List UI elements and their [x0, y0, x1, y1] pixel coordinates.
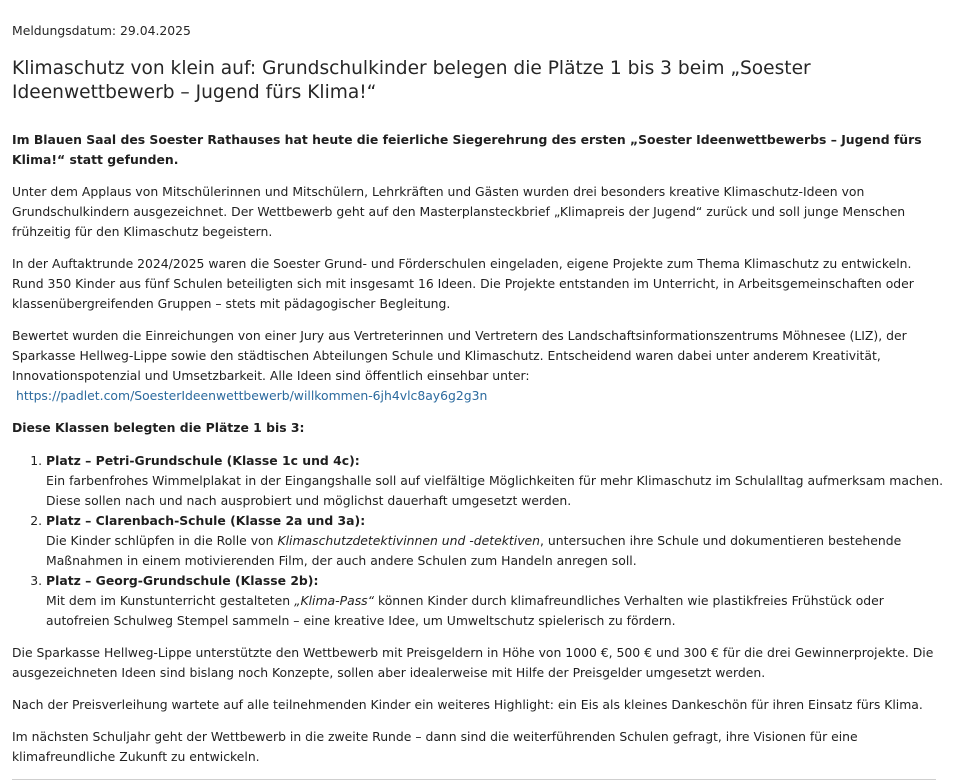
winner-title: Platz – Petri-Grundschule (Klasse 1c und 4c): [46, 453, 360, 468]
desc-text: können Kinder durch klimafreundliches Verhalten wie plastikfreies Frühstück oder autofreien Schulweg Stempel sammeln – eine kreative Idee, um Umweltschutz spielerisch zu fördern. [46, 593, 884, 628]
desc-text: Mit dem im Kunstunterricht gestalteten [46, 593, 295, 608]
desc-text: , untersuchen ihre Schule und dokumentieren bestehende Maßnahmen in einem motivierenden Film, der auch andere Schulen zum Handeln anregen soll. [46, 533, 902, 568]
winner-item-1 [46, 451, 944, 511]
winner-item-3 [46, 571, 944, 631]
winner-description [46, 531, 944, 571]
jury-text: Bewertet wurden die Einreichungen von einer Jury aus Vertreterinnen und Vertretern des Landschaftsinformationszentrums Möhnesee (LIZ), der Sparkasse Hellweg-Lippe sowie den städtischen Abteilungen Schule und Klimaschutz. Entscheidend waren dabei unter anderem Kreativität, Innovationspotenzial und Umsetzbarkeit. Alle Ideen sind öffentlich einsehbar unter: [12, 328, 907, 383]
winner-description [46, 591, 944, 631]
winner-description: Ein farbenfrohes Wimmelplakat in der Eingangshalle soll auf vielfältige Möglichkeiten für mehr Klimaschutz im Schulalltag aufmerksam machen. Diese sollen nach und nach ausprobiert und möglichst dauerhaft umgesetzt werden. [46, 473, 944, 508]
winner-item-2 [46, 511, 944, 571]
winner-title: Platz – Clarenbach-Schule (Klasse 2a und 3a): [46, 513, 366, 528]
winners-heading: Diese Klassen belegten die Plätze 1 bis 3: [12, 420, 305, 435]
report-date: Meldungsdatum: 29.04.2025 [12, 23, 191, 38]
winner-title: Platz – Georg-Grundschule (Klasse 2b): [46, 573, 319, 588]
paragraph-highlight: Nach der Preisverleihung wartete auf alle teilnehmenden Kinder ein weiteres Highlight: ein Eis als kleines Dankeschön für ihren Einsatz fürs Klima. [12, 697, 923, 712]
paragraph-outlook: Im nächsten Schuljahr geht der Wettbewerb in die zweite Runde – dann sind die weiterführenden Schulen gefragt, ihre Visionen für eine klimafreundliche Zukunft zu entwickeln. [12, 729, 858, 764]
article-title: Klimaschutz von klein auf: Grundschulkinder belegen die Plätze 1 bis 3 beim „Soester Ideenwettbewerb – Jugend fürs Klima!“ [12, 58, 811, 103]
paragraph-jury [12, 326, 944, 406]
desc-emphasis: Klimaschutzdetektivinnen und -detektiven [277, 533, 541, 548]
lead-paragraph: Im Blauen Saal des Soester Rathauses hat heute die feierliche Siegerehrung des ersten „Soester Ideenwettbewerbs – Jugend fürs Klima!“ statt gefunden. [12, 132, 922, 167]
paragraph-prize: Die Sparkasse Hellweg-Lippe unterstützte den Wettbewerb mit Preisgeldern in Höhe von 1000 €, 500 € und 300 € für die drei Gewinnerprojekte. Die ausgezeichneten Ideen sind bislang noch Konzepte, sollen aber idealerweise mit Hilfe der Preisgelder umgesetzt werden. [12, 645, 934, 680]
paragraph-round: In der Auftaktrunde 2024/2025 waren die Soester Grund- und Förderschulen eingeladen, eigene Projekte zum Thema Klimaschutz zu entwickeln. Rund 350 Kinder aus fünf Schulen beteiligten sich mit insgesamt 16 Ideen. Die Projekte entstanden im Unterricht, in Arbeitsgemeinschaften oder klassenübergreifenden Gruppen – stets mit pädagogischer Begleitung. [12, 256, 914, 311]
desc-text: Die Kinder schlüpfen in die Rolle von [46, 533, 278, 548]
winners-list [12, 451, 944, 631]
padlet-link[interactable]: https://padlet.com/SoesterIdeenwettbewerb/willkommen-6jh4vlc8ay6g2g3n [16, 388, 488, 403]
divider [12, 779, 936, 780]
paragraph-intro: Unter dem Applaus von Mitschülerinnen und Mitschülern, Lehrkräften und Gästen wurden drei besonders kreative Klimaschutz-Ideen von Grundschulkindern ausgezeichnet. Der Wettbewerb geht auf den Masterplansteckbrief „Klimapreis der Jugend“ zurück und soll junge Menschen frühzeitig für den Klimaschutz begeistern. [12, 184, 906, 239]
desc-emphasis: „Klima-Pass“ [294, 593, 375, 608]
